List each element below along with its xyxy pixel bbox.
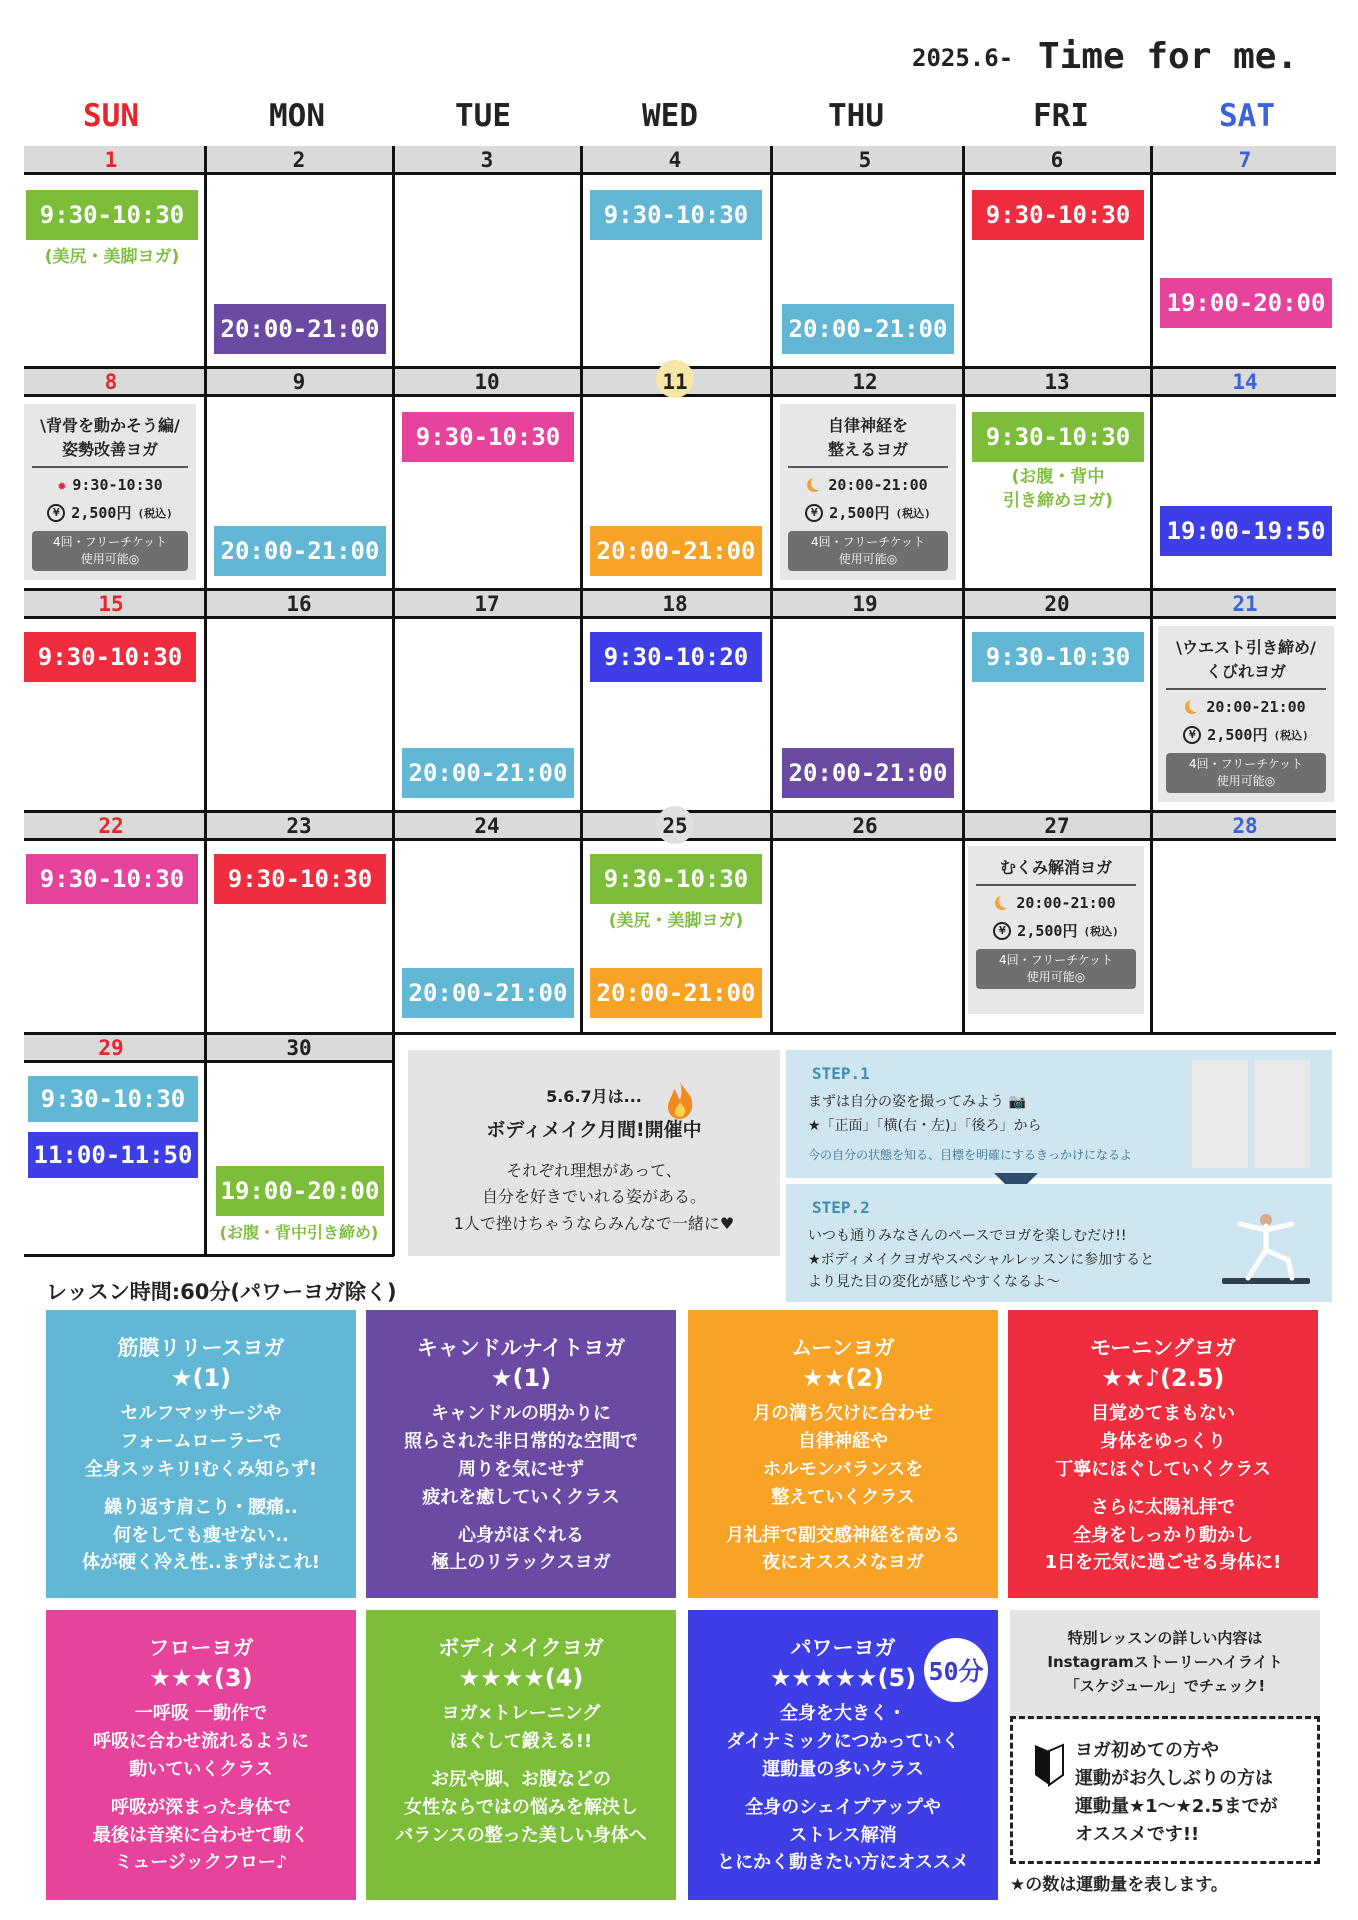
intensity-stars: ★★★★★(5)	[769, 1664, 917, 1692]
date-16: 16	[286, 592, 312, 616]
date-25: 25	[662, 814, 688, 838]
grid-line	[24, 172, 1336, 175]
ticket-text: 使用可能◎	[838, 551, 898, 566]
class-desc: 全身をしっかり動かし	[1073, 1524, 1253, 1546]
step-text	[808, 1092, 1026, 1113]
date-1: 1	[104, 148, 118, 172]
class-slot[interactable]: 20:00-21:00	[402, 748, 574, 798]
ticket-text: 4回・フリーチケット	[52, 535, 168, 549]
date-11: 11	[662, 370, 688, 394]
grid-line	[204, 146, 207, 1256]
step-label: STEP.2	[812, 1198, 870, 1217]
weekday-sun: SUN	[83, 98, 139, 134]
date-15: 15	[98, 592, 124, 616]
beginner-note	[1010, 1716, 1320, 1864]
special-time: 20:00-21:00	[828, 476, 928, 494]
date-26: 26	[852, 814, 878, 838]
step-text: ★「正面」「横(右・左)」「後ろ」から	[808, 1118, 1042, 1134]
class-slot[interactable]: 20:00-21:00	[214, 526, 386, 576]
yen-icon: ¥	[1183, 726, 1201, 744]
class-desc: 最後は音楽に合わせて動く	[93, 1824, 309, 1846]
special-lesson-card[interactable]	[1158, 626, 1334, 802]
class-slot[interactable]: 9:30-10:30	[590, 190, 762, 240]
photo-side	[1254, 1060, 1310, 1168]
beginner-line: 運動がお久しぶりの方は	[1075, 1767, 1273, 1789]
class-desc: 周りを気にせず	[458, 1458, 584, 1480]
grid-line	[770, 146, 773, 1034]
schedule-period: 2025.6-	[912, 44, 1014, 72]
moon-icon	[999, 894, 1013, 908]
class-slot[interactable]: 9:30-10:30	[24, 632, 196, 682]
ticket-badge	[1166, 753, 1326, 793]
date-17: 17	[474, 592, 500, 616]
special-title: くびれヨガ	[1205, 662, 1286, 681]
yen-icon: ¥	[47, 504, 65, 522]
class-desc: 極上のリラックスヨガ	[431, 1552, 611, 1574]
date-29: 29	[98, 1036, 124, 1060]
date-7: 7	[1238, 148, 1252, 172]
ticket-text: 4回・フリーチケット	[1188, 757, 1304, 771]
promo-line: それぞれ理想があって、	[506, 1161, 682, 1180]
class-slot[interactable]: 20:00-21:00	[590, 968, 762, 1018]
yen-icon: ¥	[993, 922, 1011, 940]
class-desc: ヨガ×トレーニング	[441, 1703, 601, 1724]
class-desc: 繰り返す肩こり・腰痛..	[104, 1496, 298, 1518]
class-slot[interactable]: 19:00-20:00	[216, 1166, 384, 1216]
intensity-stars: ★★★(3)	[149, 1664, 253, 1692]
class-note: (お腹・背中引き締め)	[219, 1223, 379, 1242]
class-desc: ストレス解消	[789, 1824, 897, 1846]
class-slot[interactable]: 11:00-11:50	[28, 1132, 198, 1178]
date-10: 10	[474, 370, 500, 394]
class-slot[interactable]: 9:30-10:30	[972, 632, 1144, 682]
lesson-duration-label: レッスン時間:60分(パワーヨガ除く)	[46, 1280, 397, 1304]
class-slot[interactable]: 20:00-21:00	[590, 526, 762, 576]
special-lesson-card[interactable]	[968, 846, 1144, 1014]
class-desc: 体が硬く冷え性..まずはこれ!	[82, 1552, 320, 1574]
class-desc: 月の満ち欠けに合わせ	[753, 1403, 933, 1424]
footnote: ★の数は運動量を表します。	[1010, 1875, 1228, 1895]
step-label: STEP.1	[812, 1064, 870, 1083]
info-line: 「スケジュール」でチェック!	[1064, 1677, 1266, 1695]
grid-line	[24, 1032, 1336, 1035]
special-title: むくみ解消ヨガ	[999, 858, 1112, 877]
date-6: 6	[1050, 148, 1064, 172]
date-21: 21	[1232, 592, 1258, 616]
grid-line	[580, 146, 583, 1034]
class-desc: 呼吸が深まった身体で	[111, 1796, 291, 1818]
ticket-text: 使用可能◎	[80, 551, 140, 566]
class-desc: キャンドルの明かりに	[431, 1403, 611, 1424]
class-card-moon	[688, 1310, 998, 1598]
class-desc: 整えていくクラス	[771, 1486, 915, 1508]
class-desc: 呼吸に合わせ流れるように	[93, 1730, 309, 1752]
class-desc: 動いていくクラス	[129, 1758, 273, 1780]
date-23: 23	[286, 814, 312, 838]
date-22: 22	[98, 814, 124, 838]
grid-line	[1150, 146, 1153, 1034]
class-title: キャンドルナイトヨガ	[416, 1336, 626, 1360]
yoga-pose-icon	[1218, 1198, 1314, 1290]
date-24: 24	[474, 814, 500, 838]
class-title: パワーヨガ	[790, 1636, 896, 1660]
class-desc: 身体をゆっくり	[1100, 1430, 1226, 1452]
camera-icon: 📷	[1008, 1094, 1026, 1110]
class-slot[interactable]: 9:30-10:30	[402, 412, 574, 462]
grid-line	[24, 588, 1336, 591]
date-18: 18	[662, 592, 688, 616]
special-price: 2,500円	[1207, 726, 1268, 744]
class-desc: 1日を元気に過ごせる身体に!	[1044, 1552, 1282, 1574]
date-4: 4	[668, 148, 682, 172]
step-text-line: まずは自分の姿を撮ってみよう	[808, 1094, 1004, 1110]
tax-label: (税込)	[137, 506, 173, 520]
class-desc: お尻や脚、お腹などの	[431, 1768, 611, 1790]
tax-label: (税込)	[895, 506, 931, 520]
class-slot[interactable]: 9:30-10:30	[26, 854, 198, 904]
class-slot[interactable]: 9:30-10:20	[590, 632, 762, 682]
ticket-badge	[976, 949, 1136, 989]
date-20: 20	[1044, 592, 1070, 616]
date-2: 2	[292, 148, 306, 172]
date-28: 28	[1232, 814, 1258, 838]
intensity-stars: ★(1)	[170, 1364, 232, 1392]
intensity-stars: ★★★★(4)	[458, 1664, 584, 1692]
class-title: モーニングヨガ	[1090, 1336, 1236, 1360]
class-slot[interactable]: 19:00-20:00	[1160, 278, 1332, 328]
class-slot[interactable]: 19:00-19:50	[1160, 506, 1332, 556]
class-card-bodymake	[366, 1610, 676, 1900]
beginner-mark-icon	[1033, 1743, 1065, 1787]
beginner-line: 運動量★1〜★2.5までが	[1075, 1795, 1278, 1817]
step1-box	[786, 1050, 1332, 1178]
date-9: 9	[292, 370, 306, 394]
special-time: 20:00-21:00	[1206, 698, 1306, 716]
class-desc: さらに太陽礼拝で	[1091, 1496, 1235, 1518]
special-time: 9:30-10:30	[72, 476, 163, 494]
class-slot[interactable]: 20:00-21:00	[782, 304, 954, 354]
class-desc: ほぐして鍛える!!	[449, 1730, 593, 1752]
intensity-stars: ★(1)	[490, 1364, 552, 1392]
class-desc: 一呼吸 一動作で	[134, 1703, 268, 1724]
ticket-text: 使用可能◎	[1026, 969, 1086, 984]
class-title: ボディメイクヨガ	[438, 1636, 604, 1660]
tax-label: (税込)	[1273, 728, 1309, 742]
yen-icon: ¥	[805, 504, 823, 522]
class-desc: とにかく動きたい方にオススメ	[717, 1852, 969, 1874]
ticket-badge	[788, 531, 948, 571]
class-desc: 夜にオススメなヨガ	[762, 1552, 924, 1574]
class-desc: 女性ならではの悩みを解決し	[404, 1796, 638, 1818]
special-title: \背骨を動かそう編/	[40, 416, 180, 435]
class-desc: 全身を大きく・	[780, 1703, 906, 1724]
promo-line: 自分を好きでいれる姿がある。	[481, 1187, 706, 1207]
class-note-line: 引き締めヨガ)	[1003, 490, 1113, 511]
class-desc: ホルモンバランスを	[762, 1458, 924, 1480]
special-title: 自律神経を	[827, 416, 908, 435]
date-19: 19	[852, 592, 878, 616]
info-line: 特別レッスンの詳しい内容は	[1067, 1629, 1263, 1647]
weekday-mon: MON	[269, 98, 325, 134]
intensity-stars: ★★♪(2.5)	[1101, 1364, 1225, 1392]
step2-box	[786, 1184, 1332, 1302]
promo-box	[408, 1050, 780, 1256]
class-title: 筋膜リリースヨガ	[117, 1336, 285, 1360]
special-lesson-card[interactable]	[780, 404, 956, 580]
duration-badge: 50分	[924, 1638, 988, 1702]
date-8: 8	[104, 370, 118, 394]
grid-line	[24, 1060, 394, 1063]
class-note-line: (お腹・背中	[1011, 467, 1105, 487]
step-text: いつも通りみなさんのペースでヨガを楽しむだけ!!	[808, 1228, 1127, 1244]
class-desc: ダイナミックにつかっていく	[726, 1730, 960, 1752]
promo-line: 5.6.7月は...	[546, 1087, 642, 1106]
class-desc: 丁寧にほぐしていくクラス	[1055, 1458, 1271, 1480]
class-card-candle	[366, 1310, 676, 1598]
class-title: フローヨガ	[148, 1636, 254, 1660]
class-card-morning	[1008, 1310, 1318, 1598]
class-title: ムーンヨガ	[791, 1336, 895, 1360]
date-14: 14	[1232, 370, 1258, 394]
special-title: 整えるヨガ	[827, 440, 908, 459]
class-desc: 心身がほぐれる	[458, 1524, 584, 1546]
class-desc: バランスの整った美しい身体へ	[395, 1824, 647, 1846]
special-time: 20:00-21:00	[1016, 894, 1116, 912]
photo-front	[1192, 1060, 1248, 1168]
class-desc: 照らされた非日常的な空間で	[404, 1430, 638, 1452]
info-line: Instagramストーリーハイライト	[1047, 1653, 1283, 1671]
intensity-stars: ★★(2)	[802, 1364, 884, 1392]
weekday-thu: THU	[828, 98, 884, 134]
date-5: 5	[858, 148, 872, 172]
class-desc: 運動量の多いクラス	[762, 1758, 924, 1780]
ticket-text: 4回・フリーチケット	[810, 535, 926, 549]
class-slot[interactable]: 9:30-10:30	[972, 412, 1144, 462]
weekday-wed: WED	[642, 98, 698, 134]
step-text: ★ボディメイクヨガやスペシャルレッスンに参加すると	[808, 1252, 1155, 1268]
date-3: 3	[480, 148, 494, 172]
weekday-sat: SAT	[1219, 98, 1275, 134]
class-card-flow	[46, 1610, 356, 1900]
class-slot[interactable]: 9:30-10:30	[972, 190, 1144, 240]
special-price: 2,500円	[829, 504, 890, 522]
class-slot[interactable]: 9:30-10:30	[590, 854, 762, 904]
special-price: 2,500円	[1017, 922, 1078, 940]
step-text: より見た目の変化が感じやすくなるよ〜	[808, 1274, 1060, 1290]
special-price: 2,500円	[71, 504, 132, 522]
grid-line	[392, 1034, 395, 1256]
promo-line: 1人で挫けちゃうならみんなで一緒に♥	[453, 1213, 735, 1233]
date-13: 13	[1044, 370, 1070, 394]
class-note: (美尻・美脚ヨガ)	[608, 911, 744, 931]
ticket-text: 使用可能◎	[1216, 773, 1276, 788]
class-desc: 疲れを癒していくクラス	[422, 1486, 620, 1508]
class-desc: 月礼拝で副交感神経を高める	[726, 1524, 960, 1546]
special-title: 姿勢改善ヨガ	[61, 440, 158, 459]
tax-label: (税込)	[1083, 924, 1119, 938]
moon-icon	[1189, 698, 1203, 712]
promo-body	[408, 1158, 780, 1237]
class-slot[interactable]: 9:30-10:30	[26, 190, 198, 240]
grid-line	[24, 1254, 394, 1257]
class-desc: ミュージックフロー♪	[114, 1852, 288, 1874]
class-desc: 自律神経や	[798, 1430, 888, 1452]
weekday-tue: TUE	[455, 98, 511, 134]
class-slot[interactable]: 9:30-10:30	[214, 854, 386, 904]
class-note	[972, 466, 1144, 514]
grid-line	[392, 146, 395, 1034]
flame-icon	[660, 1080, 700, 1120]
class-slot[interactable]: 20:00-21:00	[782, 748, 954, 798]
page-title: Time for me.	[1038, 36, 1299, 77]
beginner-line: オススメです!!	[1075, 1823, 1200, 1845]
class-desc: セルフマッサージや	[120, 1403, 282, 1424]
class-slot[interactable]: 20:00-21:00	[214, 304, 386, 354]
class-desc: 全身スッキリ!むくみ知らず!	[84, 1458, 318, 1480]
special-lesson-card[interactable]	[24, 404, 196, 580]
class-desc: 全身のシェイプアップや	[745, 1796, 941, 1818]
class-desc: 目覚めてまもない	[1091, 1403, 1235, 1424]
moon-icon	[811, 476, 825, 490]
weekday-fri: FRI	[1033, 98, 1089, 134]
date-12: 12	[852, 370, 878, 394]
class-desc: 何をしても痩せない..	[113, 1524, 289, 1546]
step-subtext: 今の自分の状態を知る、目標を明確にするきっかけになるよ	[808, 1148, 1133, 1162]
grid-line	[962, 146, 965, 1034]
beginner-line: ヨガ初めての方や	[1075, 1740, 1219, 1761]
class-slot[interactable]: 20:00-21:00	[402, 968, 574, 1018]
sun-icon: ✹	[57, 476, 67, 494]
date-30: 30	[286, 1036, 312, 1060]
date-27: 27	[1044, 814, 1070, 838]
class-note: (美尻・美脚ヨガ)	[44, 247, 180, 267]
promo-headline: ボディメイク月間!開催中	[486, 1119, 702, 1141]
class-slot[interactable]: 9:30-10:30	[28, 1076, 198, 1122]
class-desc: フォームローラーで	[120, 1430, 282, 1452]
info-box	[1010, 1610, 1320, 1720]
ticket-badge	[32, 531, 188, 571]
ticket-text: 4回・フリーチケット	[998, 953, 1114, 967]
grid-line	[24, 616, 1336, 619]
class-card-fascia	[46, 1310, 356, 1598]
special-title: \ウエスト引き締め/	[1176, 638, 1316, 657]
